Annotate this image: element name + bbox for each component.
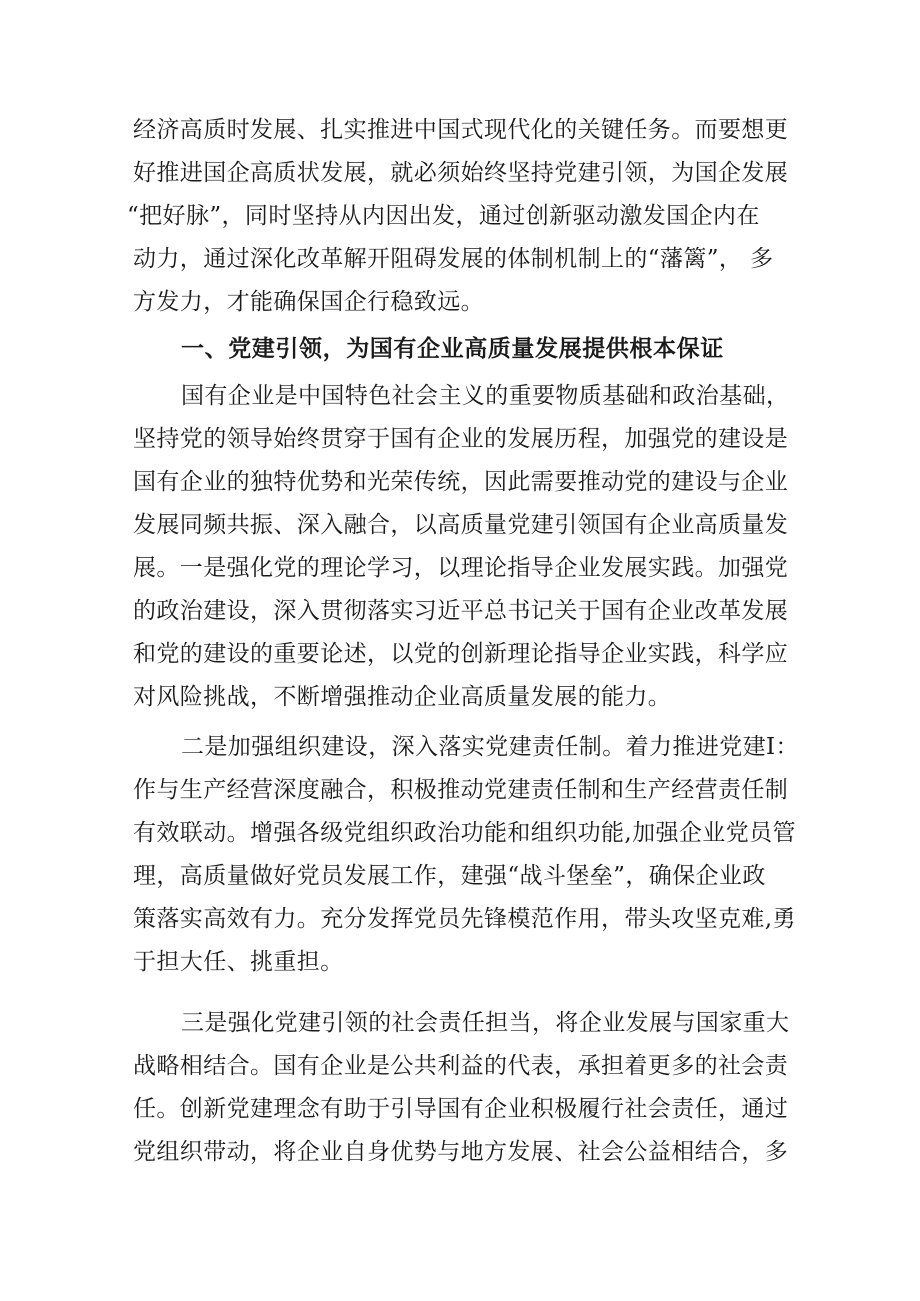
- text-line: 展。一是强化党的理论学习，以理论指导企业发展实践。加强党: [133, 555, 789, 581]
- text-line: 战略相结合。国有企业是公共利益的代表，承担着更多的社会责: [133, 1053, 789, 1079]
- text-line: 和党的建设的重要论述，以党的创新理论指导企业实践，科学应: [133, 641, 789, 667]
- text-line: 方发力，才能确保国企行稳致远。: [133, 289, 484, 315]
- text-line: 动力，通过深化改革解开阻碍发展的体制机制上的“藩篱”， 多: [133, 246, 774, 272]
- text-line: 任。创新党建理念有助于引导国有企业积极履行社会责任，通过: [133, 1096, 789, 1122]
- text-line: 理，高质量做好党员发展工作，建强“战斗堡垒”，确保企业政: [133, 863, 766, 889]
- text-line: 二是加强组织建设，深入落实党建责任制。着力推进党建I：: [181, 734, 799, 760]
- text-line: 有效联动。增强各级党组织政治功能和组织功能,加强企业党员管: [133, 820, 796, 846]
- text-line: 作与生产经营深度融合，积极推动党建责任制和生产经营责任制: [133, 777, 789, 803]
- text-line: 对风险挑战，不断增强推动企业高质量发展的能力。: [133, 684, 672, 710]
- text-line: 国有企业的独特优势和光荣传统，因此需要推动党的建设与企业: [133, 469, 789, 495]
- text-line: 策落实高效有力。充分发挥党员先锋模范作用，带头攻坚克难,勇: [133, 906, 796, 932]
- text-line: “把好脉”，同时坚持从内因出发，通过创新驱动激发国企内在: [127, 203, 760, 229]
- text-line: 三是强化党建引领的社会责任担当，将企业发展与国家重大: [181, 1010, 790, 1036]
- text-line: 党组织带动，将企业自身优势与地方发展、社会公益相结合，多: [133, 1139, 789, 1165]
- text-line: 国有企业是中国特色社会主义的重要物质基础和政治基础，: [181, 383, 790, 409]
- heading-text: 一、党建引领，为国有企业高质量发展提供根本保证: [181, 335, 724, 362]
- text-line: 于担大任、挑重担。: [133, 949, 344, 975]
- text-line: 坚持党的领导始终贯穿于国有企业的发展历程，加强党的建设是: [133, 426, 789, 452]
- text-line: 发展同频共振、深入融合，以高质量党建引领国有企业高质量发: [133, 512, 789, 538]
- text-line: 经济高质时发展、扎实推进中国式现代化的关键任务。而要想更: [133, 117, 789, 143]
- text-line: 好推进国企高质状发展，就必须始终坚持党建引领，为国企发展: [133, 160, 789, 186]
- text-line: 的政治建设，深入贯彻落实习近平总书记关于国有企业改革发展: [133, 598, 789, 624]
